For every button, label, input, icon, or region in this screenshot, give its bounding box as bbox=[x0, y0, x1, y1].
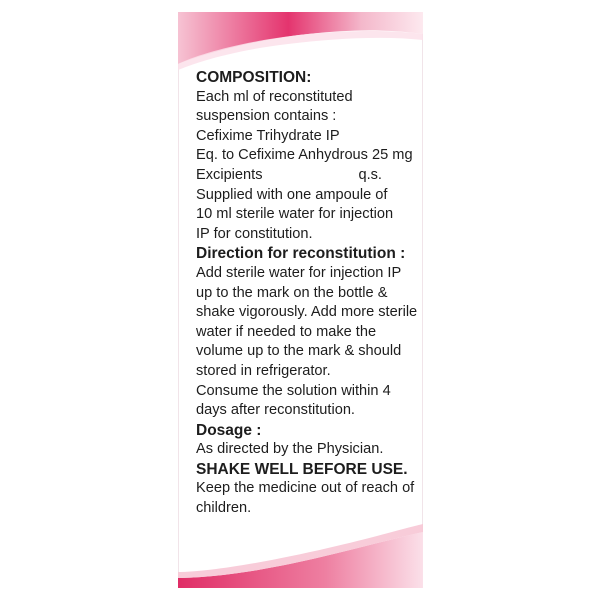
storage-line: Keep the medicine out of reach of bbox=[196, 480, 415, 497]
medicine-carton-panel bbox=[178, 12, 423, 588]
reconstitution-line: days after reconstitution. bbox=[196, 402, 355, 419]
dosage-line: As directed by the Physician. bbox=[196, 441, 384, 458]
composition-line: Eq. to Cefixime Anhydrous 25 mg bbox=[196, 147, 413, 164]
reconstitution-line: up to the mark on the bottle & bbox=[196, 284, 388, 301]
composition-line: Each ml of reconstituted bbox=[196, 88, 353, 105]
supply-line: IP for constitution. bbox=[196, 225, 313, 242]
excipients-row bbox=[196, 166, 382, 186]
supply-line: 10 ml sterile water for injection bbox=[196, 206, 394, 223]
reconstitution-heading: Direction for reconstitution : bbox=[196, 245, 406, 263]
reconstitution-line: volume up to the mark & should bbox=[196, 343, 402, 360]
supply-line: Supplied with one ampoule of bbox=[196, 186, 388, 203]
reconstitution-line: stored in refrigerator. bbox=[196, 362, 331, 379]
label-text-block bbox=[196, 68, 416, 519]
reconstitution-line: shake vigorously. Add more sterile bbox=[196, 304, 418, 321]
reconstitution-line: water if needed to make the bbox=[196, 323, 377, 340]
reconstitution-line: Add sterile water for injection IP bbox=[196, 264, 402, 281]
dosage-heading: Dosage : bbox=[196, 421, 262, 439]
excipients-label: Excipients bbox=[196, 166, 263, 183]
shake-warning: SHAKE WELL BEFORE USE. bbox=[196, 460, 408, 478]
composition-line: suspension contains : bbox=[196, 108, 337, 125]
storage-line: children. bbox=[196, 500, 252, 517]
reconstitution-line: Consume the solution within 4 bbox=[196, 382, 391, 399]
excipients-value: q.s. bbox=[358, 166, 382, 183]
composition-line: Cefixime Trihydrate IP bbox=[196, 127, 340, 144]
composition-heading: COMPOSITION: bbox=[196, 69, 312, 86]
